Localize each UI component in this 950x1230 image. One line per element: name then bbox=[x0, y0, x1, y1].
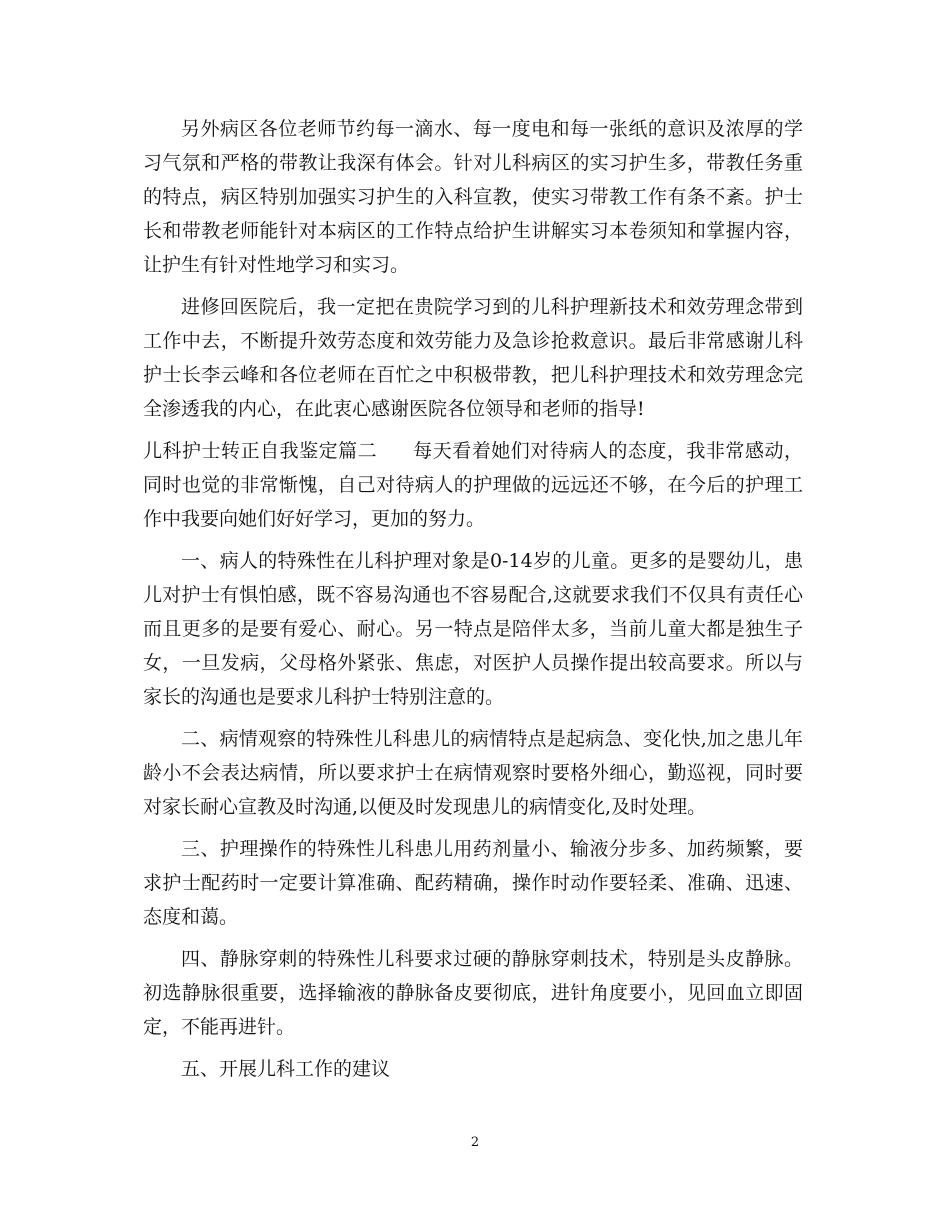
paragraph-return-hospital: 进修回医院后，我一定把在贵院学习到的儿科护理新技术和效劳理念带到工作中去，不断提升效劳态度和效劳能力及急诊抢救意识。最后非常感谢儿科护士长李云峰和各位老师在百忙之中积极带教，把儿科护理技术和效劳理念完全渗透我的内心，在此衷心感谢医院各位领导和老师的指导! bbox=[143, 296, 803, 420]
paragraph-nursing-operation: 三、护理操作的特殊性儿科患儿用药剂量小、输液分步多、加药频繁，要求护士配药时一定要计算准确、配药精确，操作时动作要轻柔、准确、迅速、态度和蔼。 bbox=[143, 838, 803, 928]
section-title: 儿科护士转正自我鉴定篇二 bbox=[143, 440, 378, 462]
paragraph-patient-particularity: 一、病人的特殊性在儿科护理对象是0-14岁的儿童。更多的是婴幼儿，患儿对护士有惧怕感，既不容易沟通也不容易配合,这就要求我们不仅具有责任心而且更多的是要有爱心、耐心。另一特点是陪伴太多，当前儿童大都是独生子女，一旦发病，父母格外紧张、焦虑，对医护人员操作提出较高要求。所以与家长的沟通也是要求儿科护士特别注意的。 bbox=[143, 550, 803, 708]
section-intro-text: 每天看着她们对待病人的态度，我非常感动，同时也觉的非常惭愧，自己对待病人的护理做的远远还不够，在今后的护理工作中我要向她们好好学习，更加的努力。 bbox=[143, 440, 803, 530]
paragraph-venipuncture: 四、静脉穿刺的特殊性儿科要求过硬的静脉穿刺技术，特别是头皮静脉。初选静脉很重要，选择输液的静脉备皮要彻底，进针角度要小，见回血立即固定，不能再进针。 bbox=[143, 948, 803, 1038]
paragraph-condition-observation: 二、病情观察的特殊性儿科患儿的病情特点是起病急、变化快,加之患儿年龄小不会表达病情，所以要求护士在病情观察时要格外细心，勤巡视，同时要对家长耐心宣教及时沟通,以便及时发现患儿的病情变化,及时处理。 bbox=[143, 728, 803, 818]
paragraph-suggestions: 五、开展儿科工作的建议 bbox=[181, 1058, 391, 1080]
page-number: 2 bbox=[470, 1135, 480, 1150]
paragraph-water-saving: 另外病区各位老师节约每一滴水、每一度电和每一张纸的意识及浓厚的学习气氛和严格的带教让我深有体会。针对儿科病区的实习护生多，带教任务重的特点，病区特别加强实习护生的入科宣教，使实习带教工作有条不紊。护士长和带教老师能针对本病区的工作特点给护生讲解实习本卷须知和掌握内容，让护生有针对性地学习和实习。 bbox=[143, 118, 803, 276]
document-body bbox=[143, 112, 803, 1094]
section-two-intro bbox=[143, 434, 803, 536]
